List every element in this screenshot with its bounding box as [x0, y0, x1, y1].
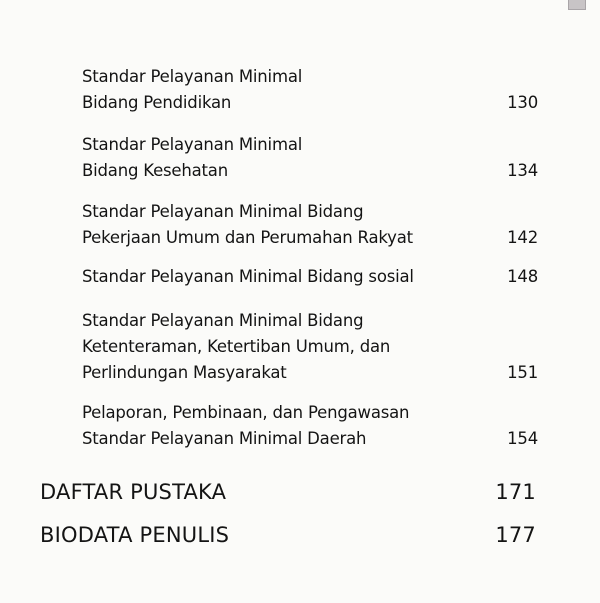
toc-entry-line: Standar Pelayanan Minimal Daerah — [82, 429, 367, 448]
toc-entry-line: Pelaporan, Pembinaan, dan Pengawasan — [82, 403, 410, 422]
toc-page-number: 171 — [495, 480, 536, 504]
toc-page-number: 142 — [507, 228, 538, 247]
toc-page-number: 134 — [507, 161, 538, 180]
toc-page-number: 130 — [507, 93, 538, 112]
toc-entry-line: Standar Pelayanan Minimal — [82, 67, 303, 86]
toc-entry-kesehatan[interactable] — [82, 132, 538, 184]
toc-entry-ketenteraman[interactable] — [82, 308, 538, 386]
toc-page-number: 154 — [507, 429, 538, 448]
toc-entry-line: Ketenteraman, Ketertiban Umum, dan — [82, 337, 391, 356]
toc-page-number: 148 — [507, 267, 538, 286]
toc-entry-pekerjaan-umum[interactable] — [82, 199, 538, 251]
toc-page-number: 151 — [507, 363, 538, 382]
toc-entry-daftar-pustaka[interactable] — [40, 478, 536, 506]
toc-entry-line: Standar Pelayanan Minimal Bidang — [82, 202, 364, 221]
toc-entry-sosial[interactable] — [82, 264, 538, 290]
toc-entry-line: Perlindungan Masyarakat — [82, 363, 287, 382]
toc-entry-line: Bidang Kesehatan — [82, 161, 228, 180]
toc-entry-pelaporan[interactable] — [82, 400, 538, 452]
toc-entry-line: Standar Pelayanan Minimal Bidang — [82, 311, 364, 330]
toc-main-title: BIODATA PENULIS — [40, 523, 230, 547]
toc-entry-line: Pekerjaan Umum dan Perumahan Rakyat — [82, 228, 413, 247]
toc-entry-pendidikan[interactable] — [82, 64, 538, 116]
toc-main-title: DAFTAR PUSTAKA — [40, 480, 227, 504]
toc-entry-line: Standar Pelayanan Minimal — [82, 135, 303, 154]
toc-entry-biodata-penulis[interactable] — [40, 521, 536, 549]
toc-entry-line: Bidang Pendidikan — [82, 93, 232, 112]
toc-entry-line: Standar Pelayanan Minimal Bidang sosial — [82, 267, 414, 286]
toc-page-number: 177 — [495, 523, 536, 547]
